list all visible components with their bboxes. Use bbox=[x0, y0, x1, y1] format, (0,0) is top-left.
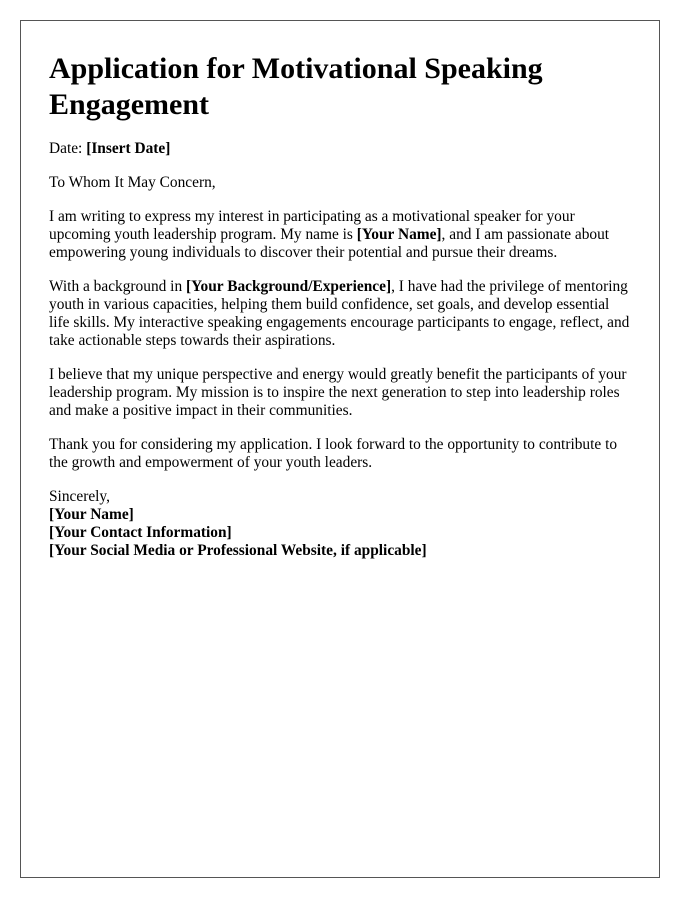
paragraph-intro-text-a: I am writing to express my interest in participating as a motivational speaker for your upcoming youth leadership program. My name is bbox=[49, 208, 575, 243]
salutation: To Whom It May Concern, bbox=[49, 174, 216, 191]
signature-name: [Your Name] bbox=[49, 506, 134, 523]
paragraph-thanks: Thank you for considering my application. I look forward to the opportunity to contribute to the growth and empowerment of your youth leaders. bbox=[49, 436, 618, 471]
paragraph-mission: I believe that my unique perspective and energy would greatly benefit the participants of your leadership program. My mission is to inspire the next generation to step into leadership roles and make a positive impact in their communities. bbox=[49, 366, 627, 419]
paragraph-intro-text-c: , and I am passionate about empowering young individuals to discover their potential and pursue their dreams. bbox=[49, 226, 610, 261]
date-label: Date: bbox=[49, 140, 87, 157]
date-line bbox=[49, 140, 631, 158]
signature-website: [Your Social Media or Professional Website, if applicable] bbox=[49, 542, 427, 559]
paragraph-background bbox=[49, 278, 631, 350]
date-value: [Insert Date] bbox=[86, 140, 171, 157]
paragraph-intro bbox=[49, 208, 631, 262]
signature-block bbox=[49, 488, 631, 560]
placeholder-background: [Your Background/Experience] bbox=[186, 278, 392, 295]
closing: Sincerely, bbox=[49, 488, 110, 505]
letter-title: Application for Motivational Speaking Engagement bbox=[49, 52, 543, 121]
paragraph-background-text-a: With a background in bbox=[49, 278, 187, 295]
letter-page bbox=[20, 20, 660, 878]
signature-contact: [Your Contact Information] bbox=[49, 524, 232, 541]
placeholder-your-name: [Your Name] bbox=[356, 226, 442, 243]
paragraph-background-text-c: , I have had the privilege of mentoring youth in various capacities, helping them build confidence, set goals, and develop essential life skills. My interactive speaking engagements encourage participants to engage, reflect, and take actionable steps towards their aspirations. bbox=[49, 278, 630, 349]
